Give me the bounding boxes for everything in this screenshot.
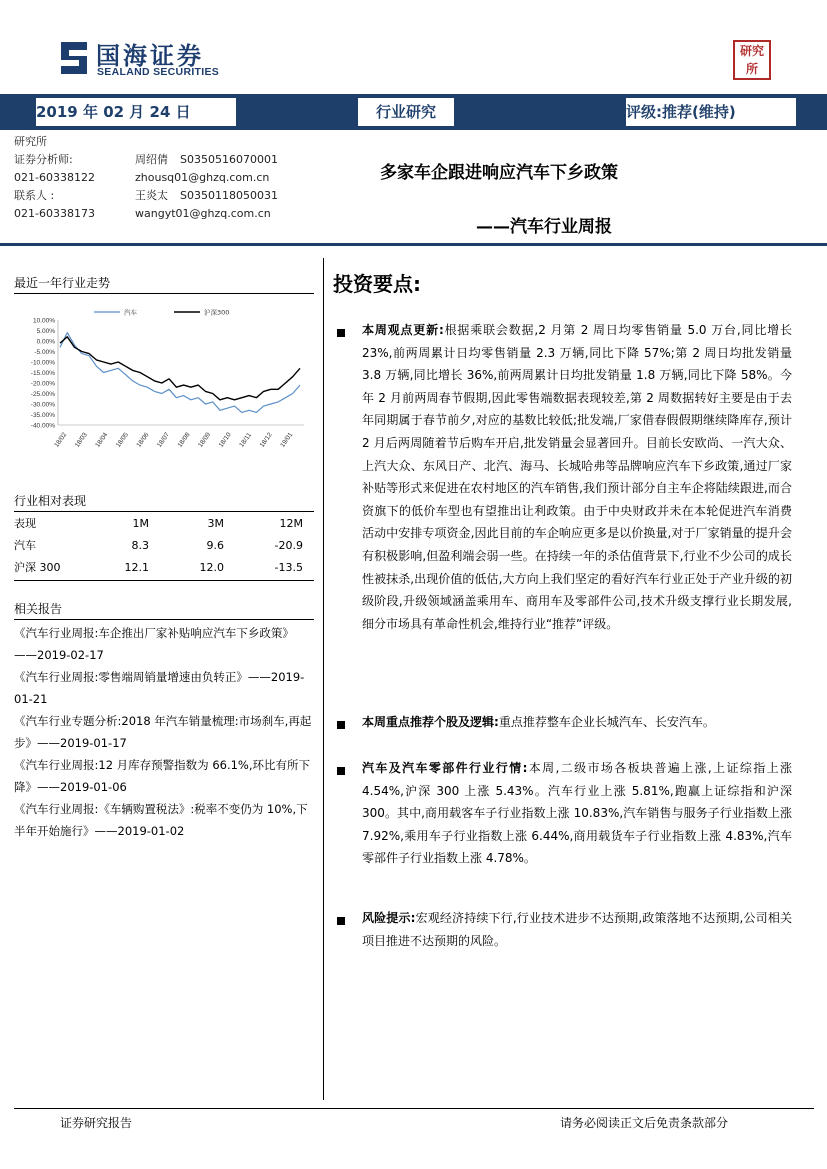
y-tick-label: -40.00% bbox=[30, 422, 55, 430]
analyst-cert: S0350516070001 bbox=[180, 153, 278, 166]
x-tick-label: 19/01 bbox=[279, 431, 295, 449]
x-tick-label: 18/04 bbox=[94, 431, 110, 449]
bullet-weekly-view: 本周观点更新:根据乘联会数据,2 月第 2 周日均零售销量 5.0 万台,同比增长 23%,前两周累计日均零售销量 2.3 万辆,同比下降 57%;第 2 周日均批发销量 3.8 万辆,同比增长 36%,前两周累计日均批发销量 1.8 万辆,同比下降 58%。今年 2 月前两周春节假期,因此零售端数据表现较差,第 2 周数据转好主要是由于去年同期属于春节前夕,对应的基数比较低;批发端,厂家借春假假期继续降库存,预计 2 月后两周随着节后购车开启,批发销量会显著回升。目前长安欧尚、一汽大众、上汽大众、东风日产、北汽、海马、长城哈弗等品牌响应汽车下乡政策,通过厂家补贴等形式来促进在农村地区的汽车销售,我们预计部分自主车企将陆续跟进,而合资旗下的低价车型也有望推出让利政策。由于中央财政并未在本轮促进汽车消费活动中安排专项资金,因此目前的车企响应更多是以价换量,对于厂家销量的提升会有积极影响,但盈利端会弱一些。在持续一年的杀估值背景下,行业不少公司的成长性被抹杀,出现价值的低估,大方向上我们坚定的看好汽车行业正处于产业升级的初级阶段,升级领域涵盖乘用车、商用车及零部件公司,技术升级支撑行业长期发展,细分市场具有革命性机会,维持行业“推荐”评级。 bbox=[362, 323, 792, 631]
bullet-icon bbox=[337, 917, 345, 925]
table-header: 1M bbox=[132, 516, 150, 530]
report-date: 2019 年 02 月 24 日 bbox=[36, 98, 236, 126]
table-cell: 汽车 bbox=[14, 539, 36, 552]
related-reports-list bbox=[14, 622, 314, 842]
industry-trend-chart bbox=[14, 300, 314, 460]
related-heading-rule bbox=[14, 619, 314, 620]
related-report-item[interactable]: 《汽车行业周报:车企推出厂家补贴响应汽车下乡政策》——2019-02-17 bbox=[14, 626, 294, 662]
x-tick-label: 18/03 bbox=[73, 431, 89, 449]
footer-right: 请务必阅读正文后免责条款部分 bbox=[560, 1116, 729, 1130]
table-cell: -20.9 bbox=[274, 538, 303, 552]
table-header: 3M bbox=[207, 516, 225, 530]
header-divider bbox=[0, 243, 827, 246]
y-tick-label: 0.00% bbox=[36, 338, 55, 346]
x-tick-label: 18/10 bbox=[217, 431, 233, 449]
analyst-email[interactable]: zhousq01@ghzq.com.cn bbox=[135, 171, 270, 184]
table-row bbox=[14, 556, 309, 578]
report-title: 多家车企跟进响应汽车下乡政策 bbox=[380, 163, 618, 183]
bullet-icon bbox=[337, 721, 345, 729]
bullet-risk: 风险提示:宏观经济持续下行,行业技术进步不达预期,政策落地不达预期,公司相关项目推进不达预期的风险。 bbox=[362, 911, 792, 948]
performance-table bbox=[14, 512, 309, 578]
table-row bbox=[14, 534, 309, 556]
related-report-item[interactable]: 《汽车行业专题分析:2018 年汽车销量梳理:市场刹车,再起步》——2019-01-17 bbox=[14, 714, 312, 750]
related-report-item[interactable]: 《汽车行业周报:12 月库存预警指数为 66.1%,环比有所下降》——2019-01-06 bbox=[14, 758, 311, 794]
y-tick-label: 5.00% bbox=[36, 328, 55, 335]
y-tick-label: -15.00% bbox=[30, 370, 55, 377]
y-tick-label: -20.00% bbox=[30, 380, 55, 388]
bullet-top-picks: 本周重点推荐个股及逻辑:重点推荐整车企业长城汽车、长安汽车。 bbox=[362, 715, 715, 729]
table-cell: 12.1 bbox=[124, 560, 150, 574]
series-line-csi300 bbox=[60, 337, 300, 400]
related-report-item[interactable]: 《汽车行业周报:零售端周销量增速由负转正》——2019-01-21 bbox=[14, 670, 305, 706]
x-tick-label: 18/08 bbox=[176, 431, 192, 449]
x-tick-label: 18/07 bbox=[155, 431, 172, 449]
y-tick-label: -30.00% bbox=[30, 401, 55, 409]
analyst-name: 周绍倩 bbox=[135, 153, 168, 166]
trend-heading: 最近一年行业走势 bbox=[14, 276, 111, 290]
legend-label: 汽车 bbox=[124, 308, 137, 317]
analyst-phone: 021-60338122 bbox=[14, 171, 95, 184]
table-cell: 9.6 bbox=[206, 538, 225, 552]
related-report-item[interactable]: 《汽车行业周报:《车辆购置税法》:税率不变仍为 10%,下半年开始施行》——2019-01-02 bbox=[14, 802, 308, 838]
x-tick-label: 18/11 bbox=[238, 431, 254, 449]
bullet-icon bbox=[337, 767, 345, 775]
bullet-market-review: 汽车及汽车零部件行业行情:本周,二级市场各板块普遍上涨,上证综指上涨 4.54%,沪深 300 上涨 5.43%。汽车行业上涨 5.81%,跑赢上证综指和沪深 300。其中,商用载客车子行业指数上涨 10.83%,汽车销售与服务子行业指数上涨 7.92%,乘用车子行业指数上涨 6.44%,商用载货车子行业指数上涨 4.83%,汽车零部件子行业指数上涨 4.78%。 bbox=[362, 761, 792, 866]
table-header-row bbox=[14, 512, 309, 534]
footer-left: 证券研究报告 bbox=[60, 1116, 133, 1130]
related-heading: 相关报告 bbox=[14, 602, 63, 616]
table-cell: 12.0 bbox=[199, 560, 225, 574]
y-tick-label: -10.00% bbox=[30, 359, 55, 367]
x-tick-label: 18/05 bbox=[114, 431, 130, 449]
y-tick-label: -25.00% bbox=[30, 391, 55, 398]
company-name-cn: 国海证券 bbox=[96, 42, 204, 70]
table-cell: 沪深 300 bbox=[14, 561, 61, 574]
contact-name: 王炎太 bbox=[135, 189, 168, 202]
contact-label: 联系人 : bbox=[14, 189, 55, 202]
bullet-icon bbox=[337, 329, 345, 337]
investment-highlights-heading: 投资要点: bbox=[333, 272, 421, 296]
table-cell: -13.5 bbox=[274, 560, 303, 574]
contact-phone: 021-60338173 bbox=[14, 207, 95, 220]
table-cell: 8.3 bbox=[131, 538, 150, 552]
x-tick-label: 18/12 bbox=[258, 431, 274, 449]
table-bottom-rule bbox=[14, 580, 314, 581]
contact-cert: S0350118050031 bbox=[180, 189, 278, 202]
trend-heading-rule bbox=[14, 293, 314, 294]
sealand-logo-icon bbox=[57, 38, 91, 78]
performance-heading: 行业相对表现 bbox=[14, 494, 87, 508]
rating: 评级:推荐(维持) bbox=[626, 98, 796, 126]
x-tick-label: 18/09 bbox=[197, 431, 213, 449]
y-tick-label: -35.00% bbox=[30, 412, 55, 419]
table-header: 12M bbox=[279, 516, 303, 530]
header-bar bbox=[0, 94, 827, 130]
x-tick-label: 18/02 bbox=[53, 431, 69, 449]
research-seal: 研究 所 bbox=[733, 40, 771, 80]
report-subtitle: ——汽车行业周报 bbox=[476, 217, 612, 237]
table-header: 表现 bbox=[14, 517, 36, 530]
dept-label: 研究所 bbox=[14, 135, 47, 148]
y-tick-label: -5.00% bbox=[34, 349, 55, 356]
report-type: 行业研究 bbox=[358, 98, 454, 126]
footer-rule bbox=[14, 1108, 814, 1109]
y-tick-label: 10.00% bbox=[32, 317, 55, 325]
analyst-label: 证券分析师: bbox=[14, 153, 73, 166]
x-tick-label: 18/06 bbox=[135, 431, 151, 449]
contact-email[interactable]: wangyt01@ghzq.com.cn bbox=[135, 207, 271, 220]
series-line-auto bbox=[60, 333, 300, 413]
column-divider bbox=[323, 258, 324, 1100]
company-name-en: SEALAND SECURITIES bbox=[97, 66, 220, 78]
legend-label: 沪深300 bbox=[204, 308, 230, 317]
